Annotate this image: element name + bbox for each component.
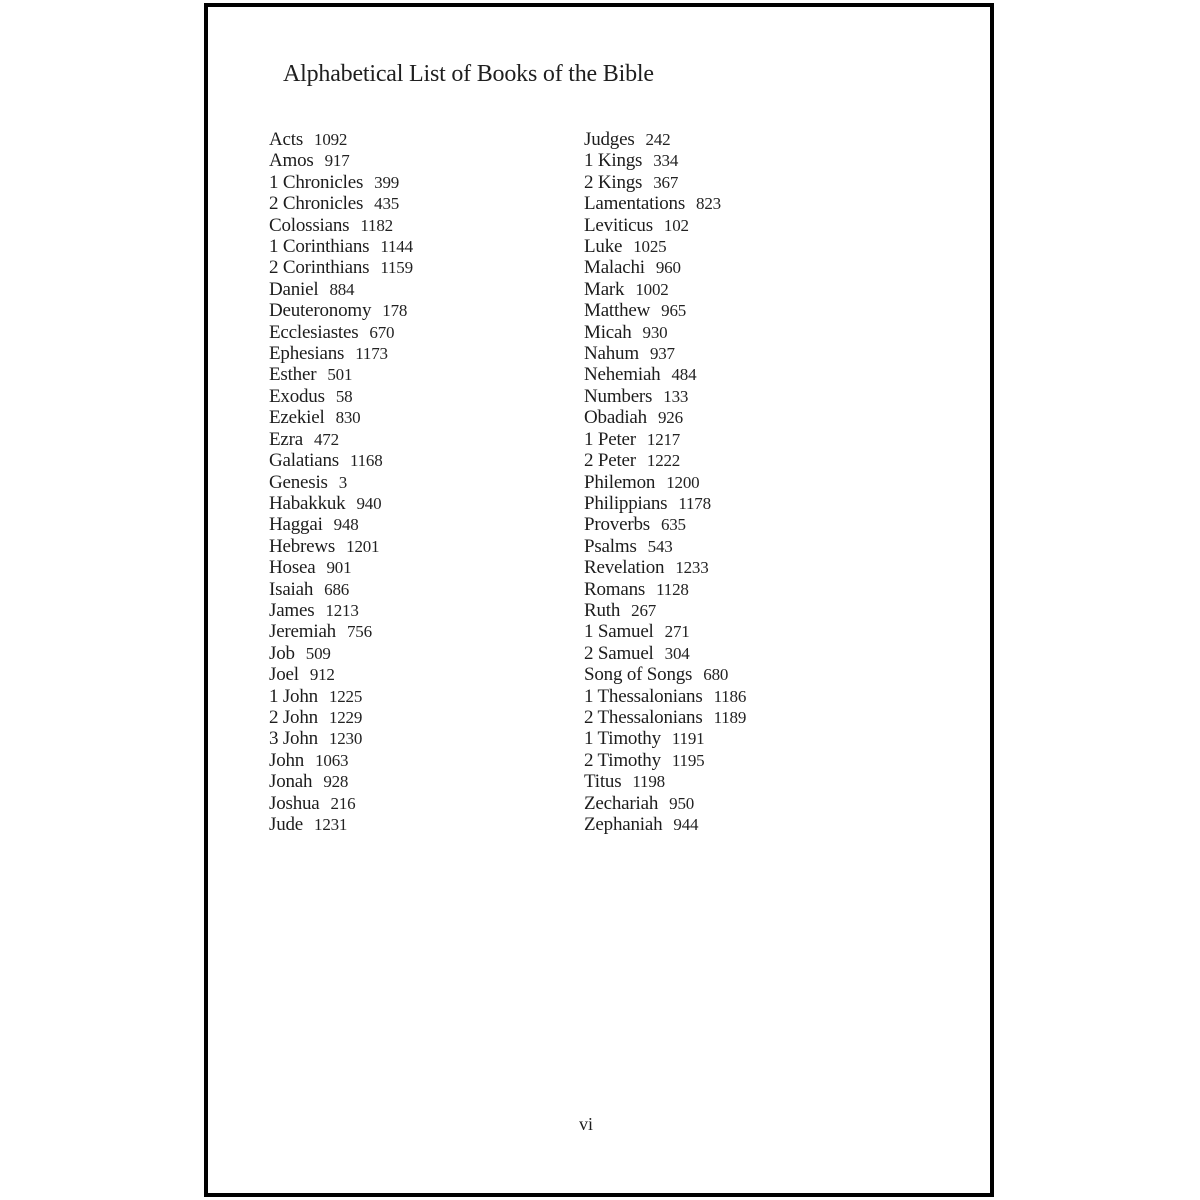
page-ref: 216 <box>330 793 356 813</box>
list-item <box>269 621 584 642</box>
book-name: 1 Samuel <box>584 621 654 643</box>
book-name: Psalms <box>584 535 637 557</box>
book-name: Titus <box>584 771 622 793</box>
page-ref: 1178 <box>678 493 711 513</box>
list-item <box>584 793 914 814</box>
book-name: Song of Songs <box>584 664 693 686</box>
list-item <box>269 579 584 600</box>
book-name: 3 John <box>269 728 318 750</box>
list-item <box>269 172 584 193</box>
page-ref: 1231 <box>314 815 348 834</box>
page-ref: 501 <box>327 365 353 385</box>
page-ref: 1225 <box>328 686 363 706</box>
page-ref: 1159 <box>380 258 413 278</box>
page-ref: 1201 <box>346 536 380 556</box>
list-item <box>584 814 914 835</box>
list-item <box>269 750 584 771</box>
page-ref: 948 <box>333 515 359 535</box>
book-page <box>204 3 994 1197</box>
page-ref: 937 <box>649 344 675 364</box>
book-name: Jeremiah <box>269 621 336 643</box>
page-ref: 1222 <box>646 451 681 471</box>
page-ref: 1191 <box>671 729 705 749</box>
page-ref: 399 <box>374 172 400 192</box>
book-name: Obadiah <box>584 407 647 429</box>
page-ref: 686 <box>324 579 350 599</box>
page-ref: 950 <box>669 793 695 813</box>
page-ref: 367 <box>653 172 679 192</box>
list-item <box>584 621 914 642</box>
page-ref: 680 <box>703 665 729 685</box>
list-item <box>584 600 914 621</box>
page-ref: 756 <box>346 622 372 642</box>
list-item <box>269 793 584 814</box>
book-name: Leviticus <box>584 214 653 236</box>
list-item <box>269 472 584 493</box>
book-name: Romans <box>584 578 646 600</box>
book-name: Jonah <box>269 771 313 793</box>
page-ref: 930 <box>642 322 668 342</box>
page-ref: 133 <box>663 386 689 406</box>
book-name: Deuteronomy <box>269 300 372 322</box>
page-ref: 1217 <box>646 429 681 449</box>
list-item <box>584 386 914 407</box>
page-ref: 830 <box>335 408 361 428</box>
list-item <box>269 771 584 792</box>
book-name: Joel <box>269 664 299 686</box>
page-ref: 1025 <box>633 237 667 257</box>
book-name: Hosea <box>269 557 316 579</box>
list-item <box>584 771 914 792</box>
page-ref: 509 <box>305 643 331 663</box>
list-item <box>584 450 914 471</box>
book-name: Matthew <box>584 300 651 322</box>
list-item <box>269 536 584 557</box>
book-name: Acts <box>269 129 304 150</box>
list-item <box>584 364 914 385</box>
book-name: Philippians <box>584 492 668 514</box>
list-item <box>269 343 584 364</box>
book-name: Jude <box>269 814 304 835</box>
book-name: 1 John <box>269 685 318 707</box>
book-name: Genesis <box>269 471 328 493</box>
list-item <box>269 557 584 578</box>
page-ref: 901 <box>326 558 352 578</box>
book-name: 1 Chronicles <box>269 171 364 193</box>
list-item <box>269 600 584 621</box>
list-item <box>269 129 584 150</box>
list-item <box>584 686 914 707</box>
book-name: Judges <box>584 129 635 150</box>
list-item <box>269 686 584 707</box>
page-ref: 1230 <box>328 729 363 749</box>
page-ref: 435 <box>374 194 400 214</box>
book-name: 2 Thessalonians <box>584 706 703 728</box>
list-item <box>269 514 584 535</box>
list-item <box>584 664 914 685</box>
book-name: Revelation <box>584 557 665 579</box>
book-name: Nahum <box>584 343 639 365</box>
book-name: Exodus <box>269 385 325 407</box>
list-item <box>584 407 914 428</box>
book-name: Colossians <box>269 214 350 236</box>
page-title: Alphabetical List of Books of the Bible <box>283 61 654 87</box>
page-ref: 926 <box>657 408 683 428</box>
list-item <box>269 429 584 450</box>
book-name: 2 Peter <box>584 450 636 472</box>
book-name: Mark <box>584 278 625 300</box>
page-ref: 912 <box>309 665 335 685</box>
list-item <box>269 279 584 300</box>
page-ref: 472 <box>314 429 339 449</box>
book-name: 2 Timothy <box>584 749 661 771</box>
book-name: 2 John <box>269 706 318 728</box>
book-name: Ecclesiastes <box>269 321 359 343</box>
list-item <box>584 257 914 278</box>
list-item <box>584 150 914 171</box>
book-name: Hebrews <box>269 535 336 557</box>
book-name: 1 Kings <box>584 150 643 172</box>
list-item <box>584 172 914 193</box>
page-ref: 1200 <box>666 472 700 492</box>
list-item <box>584 557 914 578</box>
page-ref: 334 <box>653 151 679 171</box>
list-item <box>584 429 914 450</box>
list-item <box>269 407 584 428</box>
book-name: Ezra <box>269 428 303 450</box>
book-name: Job <box>269 642 295 664</box>
list-item <box>584 279 914 300</box>
page-ref: 1213 <box>325 600 359 620</box>
book-name: Amos <box>269 150 314 172</box>
page-ref: 965 <box>661 301 687 321</box>
list-item <box>584 472 914 493</box>
page-ref: 1173 <box>355 344 388 364</box>
page-ref: 1186 <box>713 686 747 706</box>
page-ref: 242 <box>645 130 671 149</box>
book-list-column-right <box>584 129 914 835</box>
list-item <box>584 750 914 771</box>
list-item <box>269 300 584 321</box>
book-name: Esther <box>269 364 317 386</box>
page-ref: 1195 <box>671 750 705 770</box>
page-ref: 917 <box>324 151 350 171</box>
list-item <box>584 536 914 557</box>
book-name: Zephaniah <box>584 814 663 835</box>
book-name: Ephesians <box>269 343 345 365</box>
list-item <box>584 322 914 343</box>
list-item <box>584 129 914 150</box>
list-item <box>584 643 914 664</box>
book-name: Micah <box>584 321 632 343</box>
book-name: John <box>269 749 305 771</box>
list-item <box>269 364 584 385</box>
page-ref: 1229 <box>328 707 363 727</box>
list-item <box>584 236 914 257</box>
list-item <box>269 643 584 664</box>
page-ref: 304 <box>664 643 690 663</box>
book-list <box>269 129 914 835</box>
list-item <box>584 300 914 321</box>
book-name: Ruth <box>584 599 621 621</box>
page-ref: 102 <box>663 215 689 235</box>
page-ref: 484 <box>671 365 697 385</box>
book-name: Isaiah <box>269 578 314 600</box>
list-item <box>584 343 914 364</box>
list-item <box>269 322 584 343</box>
page-ref: 635 <box>660 515 686 535</box>
list-item <box>269 386 584 407</box>
book-name: 2 Corinthians <box>269 257 370 279</box>
list-item <box>584 579 914 600</box>
list-item <box>269 493 584 514</box>
page-ref: 1189 <box>713 707 747 727</box>
page-ref: 940 <box>356 493 382 513</box>
book-name: Philemon <box>584 471 656 493</box>
page-ref: 267 <box>631 600 657 620</box>
page-ref: 944 <box>673 815 699 834</box>
page-ref: 543 <box>647 536 673 556</box>
list-item <box>584 514 914 535</box>
page-ref: 1182 <box>360 215 393 235</box>
list-item <box>269 450 584 471</box>
book-name: Malachi <box>584 257 645 279</box>
page-ref: 1092 <box>314 130 348 149</box>
page-ref: 58 <box>335 386 353 406</box>
book-name: 2 Samuel <box>584 642 654 664</box>
list-item <box>269 707 584 728</box>
list-item <box>269 664 584 685</box>
list-item <box>584 728 914 749</box>
list-item <box>269 193 584 214</box>
book-name: Joshua <box>269 792 320 814</box>
book-name: 1 Corinthians <box>269 236 370 258</box>
book-name: Nehemiah <box>584 364 661 386</box>
book-name: Zechariah <box>584 792 659 814</box>
page-ref: 670 <box>369 322 395 342</box>
book-name: Ezekiel <box>269 407 325 429</box>
page-ref: 960 <box>655 258 681 278</box>
list-item <box>584 215 914 236</box>
page-ref: 1168 <box>349 451 383 471</box>
book-name: Daniel <box>269 278 319 300</box>
list-item <box>269 236 584 257</box>
page-ref: 928 <box>323 772 349 792</box>
page-ref: 884 <box>329 279 355 299</box>
list-item <box>584 493 914 514</box>
book-name: Numbers <box>584 385 653 407</box>
book-name: Luke <box>584 236 623 258</box>
page-ref: 3 <box>338 472 348 492</box>
book-name: Haggai <box>269 514 323 536</box>
list-item <box>269 257 584 278</box>
page-ref: 1063 <box>315 750 349 770</box>
page-ref: 1144 <box>380 237 413 257</box>
book-name: James <box>269 599 315 621</box>
book-name: 1 Timothy <box>584 728 661 750</box>
page-number: vi <box>578 1114 594 1134</box>
list-item <box>269 150 584 171</box>
book-name: Proverbs <box>584 514 650 536</box>
book-name: 1 Peter <box>584 428 636 450</box>
page-ref: 271 <box>664 622 690 642</box>
page-ref: 178 <box>382 301 408 321</box>
book-name: 2 Chronicles <box>269 193 364 215</box>
book-name: 2 Kings <box>584 171 643 193</box>
book-list-column-left <box>269 129 584 835</box>
page-ref: 1002 <box>635 279 669 299</box>
book-name: Lamentations <box>584 193 686 215</box>
page-ref: 823 <box>696 194 721 214</box>
list-item <box>584 707 914 728</box>
book-name: Galatians <box>269 450 339 472</box>
page-ref: 1128 <box>656 579 689 599</box>
list-item <box>584 193 914 214</box>
list-item <box>269 814 584 835</box>
book-name: Habakkuk <box>269 492 346 514</box>
page-ref: 1233 <box>675 558 709 578</box>
page-ref: 1198 <box>632 772 665 792</box>
book-name: 1 Thessalonians <box>584 685 703 707</box>
list-item <box>269 215 584 236</box>
list-item <box>269 728 584 749</box>
